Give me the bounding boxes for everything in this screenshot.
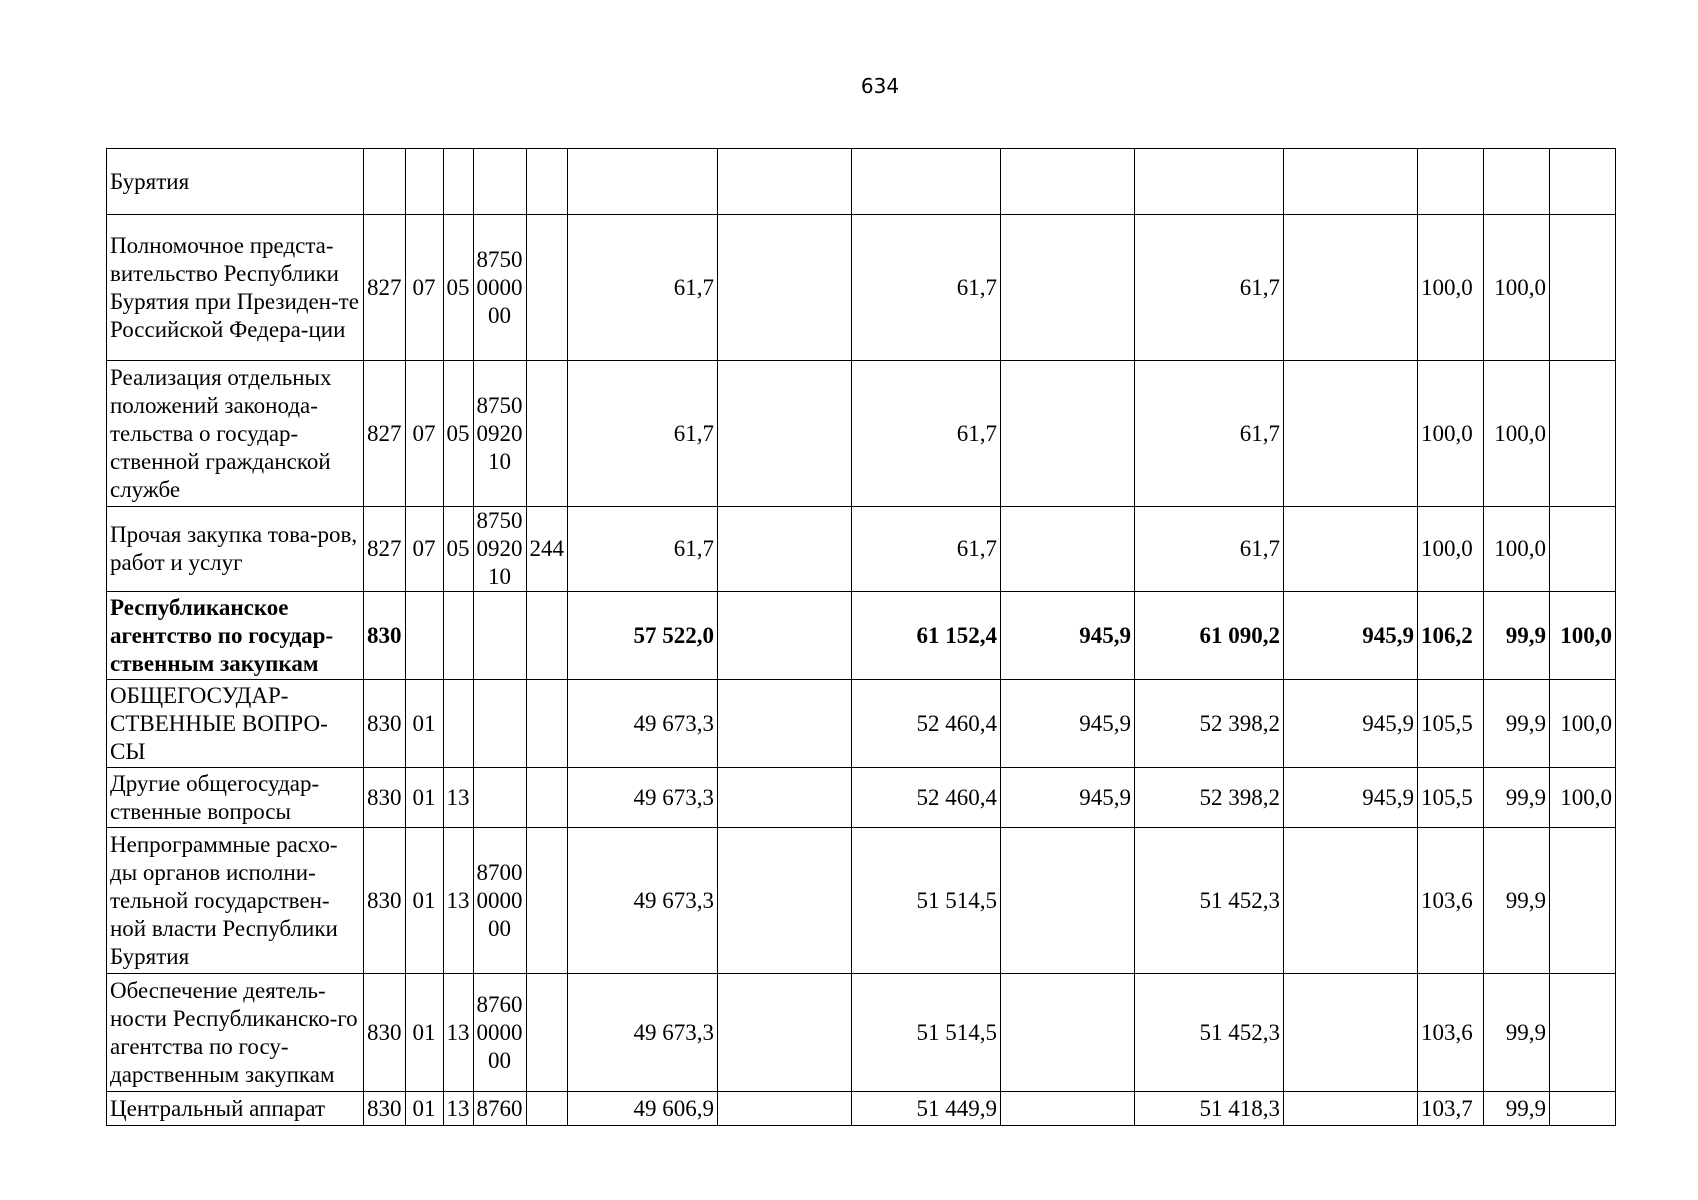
amount-col-4 xyxy=(1001,507,1135,592)
amount-col-5: 52 398,2 xyxy=(1135,768,1284,828)
amount-col-4 xyxy=(1001,828,1135,974)
amount-col-2 xyxy=(718,592,852,680)
expense-type-code xyxy=(526,215,568,361)
amount-col-6 xyxy=(1284,215,1418,361)
ved-code: 827 xyxy=(364,507,406,592)
amount-col-2 xyxy=(718,149,852,215)
expense-type-code: 244 xyxy=(526,507,568,592)
expense-type-code xyxy=(526,828,568,974)
percent-col-1: 105,5 xyxy=(1418,680,1484,768)
amount-col-3 xyxy=(852,149,1001,215)
section-code: 01 xyxy=(405,974,443,1092)
amount-col-1: 49 606,9 xyxy=(568,1092,718,1126)
percent-col-3 xyxy=(1550,215,1616,361)
percent-col-3 xyxy=(1550,828,1616,974)
section-code: 01 xyxy=(405,1092,443,1126)
percent-col-2: 100,0 xyxy=(1484,361,1550,507)
expense-type-code xyxy=(526,592,568,680)
percent-col-2: 99,9 xyxy=(1484,1092,1550,1126)
percent-col-3 xyxy=(1550,507,1616,592)
amount-col-5: 51 418,3 xyxy=(1135,1092,1284,1126)
target-article-code: 8750 0920 10 xyxy=(473,361,526,507)
percent-col-1: 103,6 xyxy=(1418,974,1484,1092)
expense-type-code xyxy=(526,361,568,507)
table-row xyxy=(107,680,1616,768)
percent-col-1: 106,2 xyxy=(1418,592,1484,680)
table-row xyxy=(107,507,1616,592)
percent-col-1: 100,0 xyxy=(1418,361,1484,507)
amount-col-3: 61,7 xyxy=(852,507,1001,592)
percent-col-3: 100,0 xyxy=(1550,768,1616,828)
amount-col-4: 945,9 xyxy=(1001,680,1135,768)
percent-col-2: 99,9 xyxy=(1484,680,1550,768)
target-article-code xyxy=(473,680,526,768)
section-code: 07 xyxy=(405,215,443,361)
amount-col-1: 57 522,0 xyxy=(568,592,718,680)
percent-col-2: 99,9 xyxy=(1484,828,1550,974)
amount-col-2 xyxy=(718,507,852,592)
target-article-code: 8750 0920 10 xyxy=(473,507,526,592)
percent-col-1: 103,6 xyxy=(1418,828,1484,974)
percent-col-2: 99,9 xyxy=(1484,768,1550,828)
row-name: Республиканское агентство по государ-ственным закупкам xyxy=(107,592,364,680)
expense-type-code xyxy=(526,974,568,1092)
amount-col-5: 51 452,3 xyxy=(1135,974,1284,1092)
percent-col-3: 100,0 xyxy=(1550,592,1616,680)
section-code xyxy=(405,592,443,680)
table-row xyxy=(107,149,1616,215)
table-row xyxy=(107,1092,1616,1126)
table-row xyxy=(107,361,1616,507)
amount-col-2 xyxy=(718,828,852,974)
target-article-code: 8750 0000 00 xyxy=(473,215,526,361)
row-name: Бурятия xyxy=(107,149,364,215)
ved-code: 830 xyxy=(364,592,406,680)
expense-type-code xyxy=(526,680,568,768)
percent-col-1: 100,0 xyxy=(1418,507,1484,592)
row-name: Непрограммные расхо-ды органов исполни-тельной государствен-ной власти Республики Бурятия xyxy=(107,828,364,974)
amount-col-2 xyxy=(718,361,852,507)
amount-col-2 xyxy=(718,215,852,361)
amount-col-6 xyxy=(1284,1092,1418,1126)
amount-col-3: 51 514,5 xyxy=(852,828,1001,974)
amount-col-2 xyxy=(718,768,852,828)
amount-col-1 xyxy=(568,149,718,215)
subsection-code: 13 xyxy=(443,1092,473,1126)
row-name: Полномочное предста-вительство Республики Бурятия при Президен-те Российской Федера-ции xyxy=(107,215,364,361)
amount-col-5: 61 090,2 xyxy=(1135,592,1284,680)
amount-col-4: 945,9 xyxy=(1001,768,1135,828)
amount-col-5: 52 398,2 xyxy=(1135,680,1284,768)
target-article-code xyxy=(473,592,526,680)
amount-col-6: 945,9 xyxy=(1284,768,1418,828)
amount-col-3: 61 152,4 xyxy=(852,592,1001,680)
section-code: 07 xyxy=(405,361,443,507)
target-article-code xyxy=(473,149,526,215)
ved-code: 830 xyxy=(364,974,406,1092)
row-name: Обеспечение деятель-ности Республиканско-го агентства по госу-дарственным закупкам xyxy=(107,974,364,1092)
percent-col-2: 100,0 xyxy=(1484,507,1550,592)
subsection-code xyxy=(443,680,473,768)
amount-col-3: 52 460,4 xyxy=(852,680,1001,768)
percent-col-2: 100,0 xyxy=(1484,215,1550,361)
amount-col-5: 61,7 xyxy=(1135,361,1284,507)
percent-col-3: 100,0 xyxy=(1550,680,1616,768)
amount-col-6 xyxy=(1284,361,1418,507)
percent-col-3 xyxy=(1550,974,1616,1092)
amount-col-5: 61,7 xyxy=(1135,215,1284,361)
amount-col-1: 49 673,3 xyxy=(568,974,718,1092)
amount-col-6 xyxy=(1284,828,1418,974)
amount-col-2 xyxy=(718,1092,852,1126)
amount-col-4 xyxy=(1001,974,1135,1092)
percent-col-2: 99,9 xyxy=(1484,974,1550,1092)
ved-code: 830 xyxy=(364,680,406,768)
amount-col-1: 49 673,3 xyxy=(568,828,718,974)
percent-col-1 xyxy=(1418,149,1484,215)
table-row xyxy=(107,768,1616,828)
percent-col-1: 100,0 xyxy=(1418,215,1484,361)
table-row xyxy=(107,974,1616,1092)
amount-col-3: 51 514,5 xyxy=(852,974,1001,1092)
amount-col-5: 51 452,3 xyxy=(1135,828,1284,974)
section-code: 07 xyxy=(405,507,443,592)
amount-col-4 xyxy=(1001,361,1135,507)
subsection-code: 05 xyxy=(443,507,473,592)
amount-col-6: 945,9 xyxy=(1284,680,1418,768)
expense-type-code xyxy=(526,768,568,828)
percent-col-2 xyxy=(1484,149,1550,215)
target-article-code: 8760 0000 00 xyxy=(473,974,526,1092)
subsection-code: 13 xyxy=(443,768,473,828)
ved-code: 827 xyxy=(364,215,406,361)
amount-col-3: 61,7 xyxy=(852,215,1001,361)
target-article-code: 8760 xyxy=(473,1092,526,1126)
ved-code: 830 xyxy=(364,768,406,828)
amount-col-1: 49 673,3 xyxy=(568,768,718,828)
amount-col-4: 945,9 xyxy=(1001,592,1135,680)
expense-type-code xyxy=(526,1092,568,1126)
percent-col-2: 99,9 xyxy=(1484,592,1550,680)
budget-table xyxy=(106,148,1616,1126)
amount-col-4 xyxy=(1001,149,1135,215)
subsection-code: 13 xyxy=(443,828,473,974)
amount-col-1: 61,7 xyxy=(568,507,718,592)
amount-col-1: 61,7 xyxy=(568,361,718,507)
table-row xyxy=(107,592,1616,680)
subsection-code: 13 xyxy=(443,974,473,1092)
amount-col-5: 61,7 xyxy=(1135,507,1284,592)
percent-col-1: 103,7 xyxy=(1418,1092,1484,1126)
row-name: ОБЩЕГОСУДАР-СТВЕННЫЕ ВОПРО-СЫ xyxy=(107,680,364,768)
expense-type-code xyxy=(526,149,568,215)
row-name: Другие общегосудар-ственные вопросы xyxy=(107,768,364,828)
amount-col-1: 61,7 xyxy=(568,215,718,361)
section-code: 01 xyxy=(405,768,443,828)
percent-col-1: 105,5 xyxy=(1418,768,1484,828)
percent-col-3 xyxy=(1550,361,1616,507)
percent-col-3 xyxy=(1550,149,1616,215)
row-name: Центральный аппарат xyxy=(107,1092,364,1126)
amount-col-3: 61,7 xyxy=(852,361,1001,507)
ved-code xyxy=(364,149,406,215)
amount-col-5 xyxy=(1135,149,1284,215)
subsection-code xyxy=(443,149,473,215)
amount-col-2 xyxy=(718,974,852,1092)
row-name: Реализация отдельных положений законода-тельства о государ-ственной гражданской службе xyxy=(107,361,364,507)
amount-col-4 xyxy=(1001,1092,1135,1126)
amount-col-4 xyxy=(1001,215,1135,361)
subsection-code: 05 xyxy=(443,215,473,361)
ved-code: 830 xyxy=(364,1092,406,1126)
target-article-code: 8700 0000 00 xyxy=(473,828,526,974)
table-row xyxy=(107,215,1616,361)
table-row xyxy=(107,828,1616,974)
target-article-code xyxy=(473,768,526,828)
amount-col-3: 51 449,9 xyxy=(852,1092,1001,1126)
amount-col-6 xyxy=(1284,974,1418,1092)
amount-col-3: 52 460,4 xyxy=(852,768,1001,828)
amount-col-6 xyxy=(1284,149,1418,215)
subsection-code: 05 xyxy=(443,361,473,507)
section-code: 01 xyxy=(405,828,443,974)
amount-col-6: 945,9 xyxy=(1284,592,1418,680)
ved-code: 827 xyxy=(364,361,406,507)
row-name: Прочая закупка това-ров, работ и услуг xyxy=(107,507,364,592)
amount-col-6 xyxy=(1284,507,1418,592)
ved-code: 830 xyxy=(364,828,406,974)
percent-col-3 xyxy=(1550,1092,1616,1126)
page-number: 634 xyxy=(860,74,900,98)
subsection-code xyxy=(443,592,473,680)
amount-col-1: 49 673,3 xyxy=(568,680,718,768)
section-code xyxy=(405,149,443,215)
amount-col-2 xyxy=(718,680,852,768)
section-code: 01 xyxy=(405,680,443,768)
